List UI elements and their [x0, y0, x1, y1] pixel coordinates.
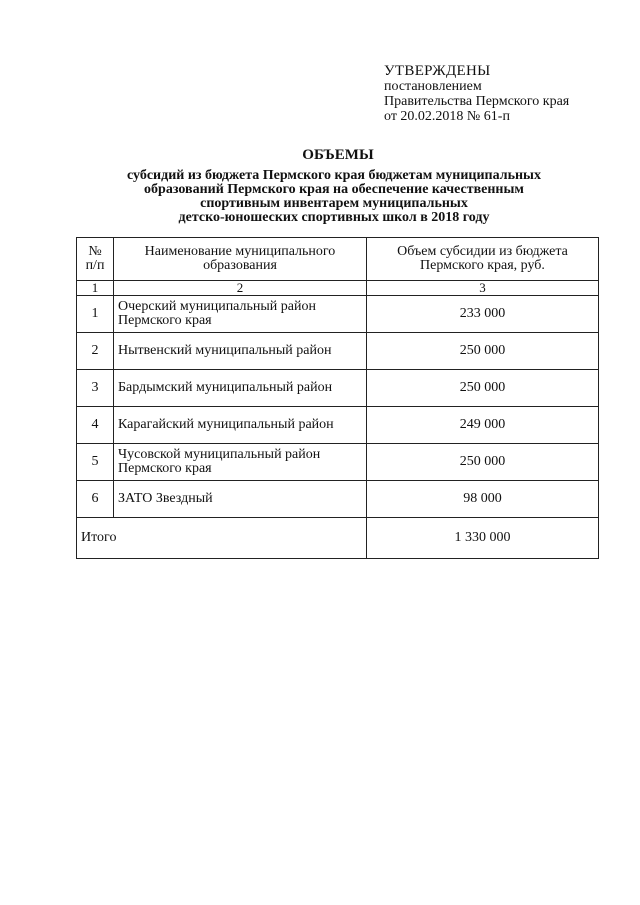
approval-date-line: от 20.02.2018 № 61-п [384, 109, 510, 124]
document-title: ОБЪЕМЫ [302, 147, 374, 163]
header-num-label: п/п [85, 258, 105, 273]
row-name: Карагайский муниципальный район [114, 407, 367, 444]
table-row [77, 370, 599, 407]
row-amount: 233 000 [367, 296, 599, 333]
total-amount: 1 330 000 [367, 518, 599, 559]
approval-line: постановлением [384, 79, 482, 94]
approval-stamp [384, 64, 569, 124]
column-number: 2 [114, 281, 367, 296]
subsidy-table [76, 237, 599, 559]
row-number: 5 [77, 444, 114, 481]
table-row [77, 296, 599, 333]
row-name [114, 444, 367, 481]
table-row [77, 333, 599, 370]
table-header-row [77, 238, 599, 281]
row-amount: 98 000 [367, 481, 599, 518]
row-name: ЗАТО Звездный [114, 481, 367, 518]
row-number: 3 [77, 370, 114, 407]
row-number: 4 [77, 407, 114, 444]
header-num [77, 238, 114, 281]
subtitle-line: субсидий из бюджета Пермского края бюджетам муниципальных [127, 168, 541, 183]
row-number: 1 [77, 296, 114, 333]
header-amount-line: Объем субсидии из бюджета [397, 244, 568, 259]
subtitle-line: образований Пермского края на обеспечение качественным [144, 182, 524, 197]
document-subtitle [104, 169, 564, 225]
row-amount: 250 000 [367, 333, 599, 370]
row-number: 6 [77, 481, 114, 518]
header-num-symbol: № [88, 244, 102, 259]
header-name-line: Наименование муниципального [144, 244, 336, 259]
table-row [77, 444, 599, 481]
approval-line: Правительства Пермского края [384, 94, 570, 109]
header-amount [367, 238, 599, 281]
header-name-line: образования [203, 258, 277, 273]
subtitle-line: спортивным инвентарем муниципальных [200, 196, 468, 211]
row-amount: 249 000 [367, 407, 599, 444]
row-name-line: Очерский муниципальный район [118, 299, 316, 314]
row-number: 2 [77, 333, 114, 370]
column-number: 3 [367, 281, 599, 296]
row-amount: 250 000 [367, 370, 599, 407]
subtitle-line: детско-юношеских спортивных школ в 2018 году [178, 210, 490, 225]
column-number: 1 [77, 281, 114, 296]
approval-heading: УТВЕРЖДЕНЫ [384, 63, 491, 79]
header-name [114, 238, 367, 281]
total-row [77, 518, 599, 559]
row-name: Нытвенский муниципальный район [114, 333, 367, 370]
table-row [77, 407, 599, 444]
total-label: Итого [77, 518, 367, 559]
table-row [77, 481, 599, 518]
row-name-line: Чусовской муниципальный район [118, 447, 321, 462]
row-name-line: Пермского края [118, 313, 212, 328]
row-name: Бардымский муниципальный район [114, 370, 367, 407]
header-amount-line: Пермского края, руб. [420, 258, 545, 273]
column-number-row [77, 281, 599, 296]
row-name [114, 296, 367, 333]
row-name-line: Пермского края [118, 461, 212, 476]
row-amount: 250 000 [367, 444, 599, 481]
